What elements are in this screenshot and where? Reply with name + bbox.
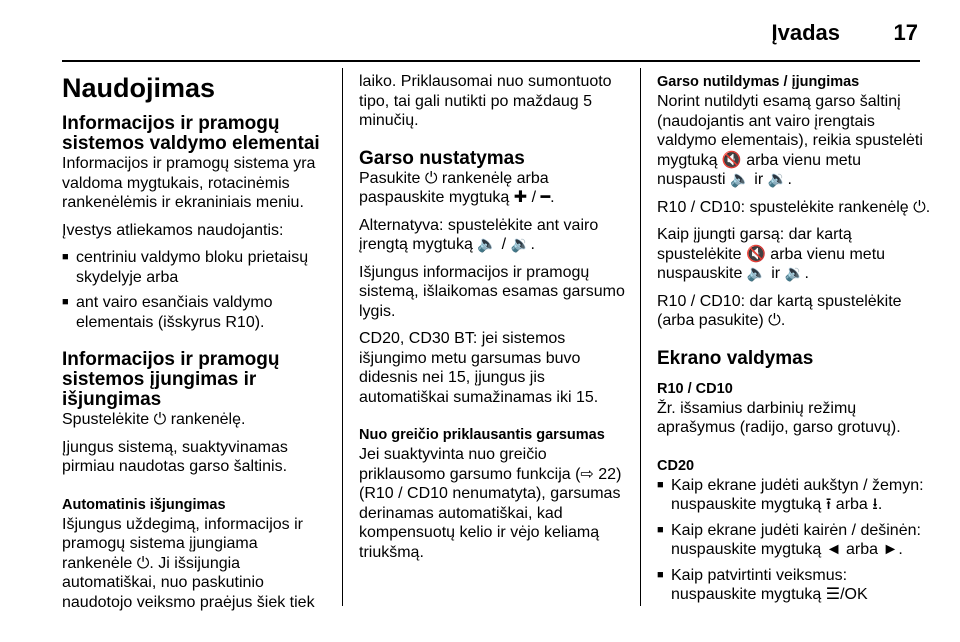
page-header (0, 0, 960, 60)
column-divider-1 (342, 68, 343, 606)
subheading-r10-cd10: R10 / CD10 (657, 380, 733, 397)
main-heading: Naudojimas (62, 73, 216, 103)
list-item: ■ Kaip patvirtinti veiksmus: nuspauskite mygtuką ☰/OK (657, 566, 931, 605)
list-item: ■ Kaip ekrane judėti kairėn / dešinėn: nuspauskite mygtuką ◄ arba ►. (657, 521, 931, 560)
column-divider-2 (640, 68, 641, 606)
paragraph: Spustelėkite ⏻ rankenėlę. (62, 411, 246, 428)
section-heading-on-off: Informacijos ir pramogų sistemos įjungimas ir išjungimas (62, 349, 280, 410)
bullet-list (657, 476, 931, 605)
section-heading-volume: Garso nustatymas (359, 147, 525, 169)
paragraph: Pasukite ⏻ rankenėlę arba paspauskite mygtuką ✚ / ━. (359, 169, 555, 206)
section-heading-controls: Informacijos ir pramogų sistemos valdymo elementai (62, 113, 320, 154)
subheading-mute: Garso nutildymas / įjungimas (657, 74, 860, 90)
paragraph: R10 / CD10: spustelėkite rankenėlę ⏻. (657, 198, 931, 216)
paragraph: Įjungus sistemą, suaktyvinamas pirmiau naudotas garso šaltinis. (62, 438, 288, 475)
column-3 (657, 72, 931, 613)
list-item: ■ ant vairo esančiais valdymo elementais (išskyrus R10). (62, 293, 328, 332)
paragraph: Išjungus uždegimą, informacijos ir pramogų sistema įjungiama rankenėle ⏻. Ji išsijungia automatiškai, nuo paskutinio naudotojo veiksmo praėjus šiek tiek (62, 515, 315, 611)
paragraph: Kaip įjungti garsą: dar kartą spustelėkite 🔇 arba vienu metu nuspauskite 🔈 ir 🔉. (657, 226, 886, 282)
paragraph: Informacijos ir pramogų sistema yra valdoma mygtukais, rotacinėmis rankenėlėmis ir ekraniniais meniu. (62, 155, 316, 211)
paragraph: Įvestys atliekamos naudojantis: (62, 221, 284, 239)
list-item: ■ Kaip ekrane judėti aukštyn / žemyn: nuspauskite mygtuką ⭱ arba ⭳. (657, 476, 931, 515)
column-1 (62, 72, 328, 620)
paragraph: Išjungus informacijos ir pramogų sistemą, išlaikomas esamas garsumo lygis. (359, 263, 625, 320)
paragraph: Jei suaktyvinta nuo greičio priklausomo garsumo funkcija (⇨ 22) (R10 / CD10 nenumatyta), garsumas derinamas automatiškai, kad kompensuotų kelio ir vėjo keliamą triukšmą. (359, 446, 622, 561)
subheading-auto-off: Automatinis išjungimas (62, 496, 226, 513)
paragraph: Alternatyva: spustelėkite ant vairo įrengtą mygtuką 🔈 / 🔉. (359, 216, 599, 253)
header-rule (62, 60, 920, 62)
subheading-speed-volume: Nuo greičio priklausantis garsumas (359, 427, 605, 443)
column-2 (359, 72, 629, 570)
paragraph: Norint nutildyti esamą garso šaltinį (naudojantis ant vairo įrengtais valdymo elementais), reikia spustelėti mygtuką 🔇 arba vienu metu nuspausti 🔈 ir 🔉. (657, 93, 923, 188)
paragraph: R10 / CD10: dar kartą spustelėkite (arba pasukite) ⏻. (657, 292, 902, 329)
page-number: 17 (893, 20, 918, 45)
section-heading-display: Ekrano valdymas (657, 347, 814, 369)
list-item: ■ centriniu valdymo bloku prietaisų skydelyje arba (62, 248, 328, 287)
paragraph: CD20, CD30 BT: jei sistemos išjungimo metu garsumas buvo didesnis nei 15, įjungus jis automatiškai sumažinamas iki 15. (359, 330, 599, 406)
bullet-list (62, 248, 328, 332)
header-title: Įvadas (771, 20, 840, 45)
paragraph: laiko. Priklausomai nuo sumontuoto tipo, tai gali nutikti po maždaug 5 minučių. (359, 73, 612, 129)
subheading-cd20: CD20 (657, 457, 695, 474)
paragraph: Žr. išsamius darbinių režimų aprašymus (radijo, garso grotuvų). (657, 399, 901, 436)
